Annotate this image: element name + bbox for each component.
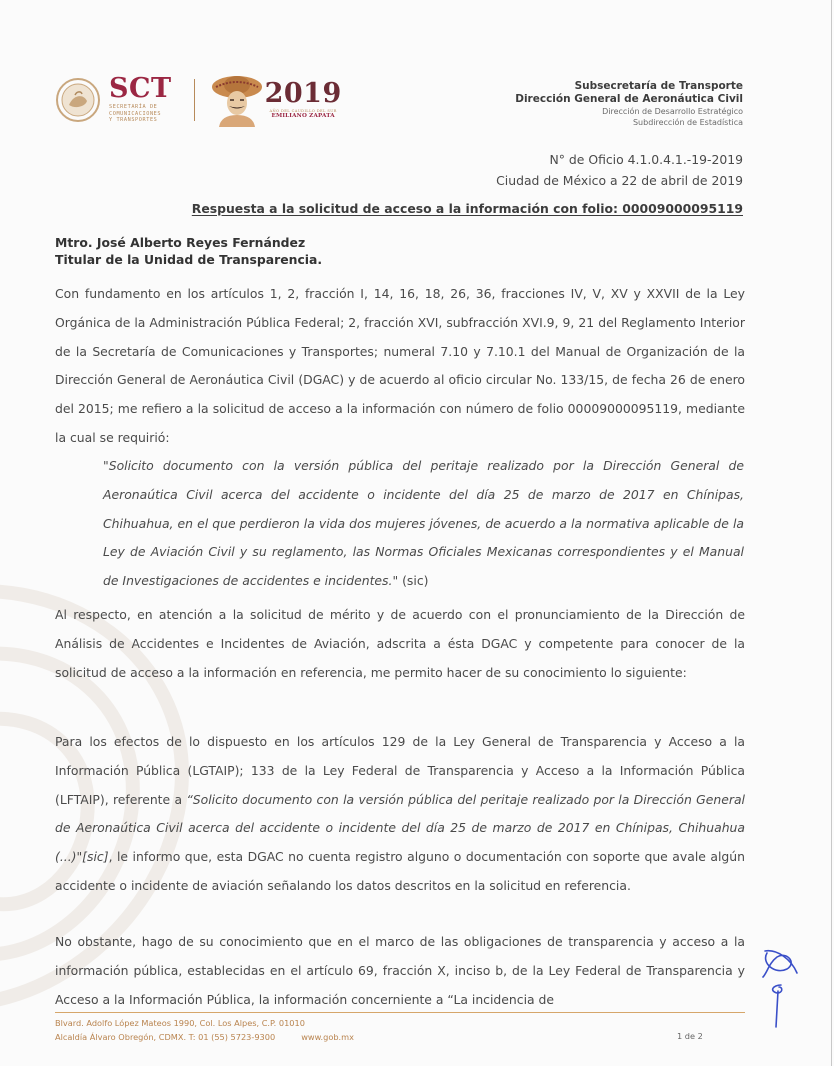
paragraph-legal-basis: Con fundamento en los artículos 1, 2, fracción I, 14, 16, 18, 26, 36, fracciones IV, V, XV y XXVII de la Ley Orgánica de la Administración Pública Federal; 2, fracción XVI, subfracción XVI.9, 9, 21 del Reglamento Interior de la Secretaría de Comunicaciones y Transportes; numeral 7.10 y 7.10.1 del Manual de Organización de la Dirección General de Aeronáutica Civil (DGAC) y de acuerdo al oficio circular No. 133/15, de fecha 26 de enero del 2015; me refiero a la solicitud de acceso a la información con número de folio 00009000095119, mediante la cual se requirió: bbox=[55, 286, 745, 445]
footer-website[interactable]: www.gob.mx bbox=[301, 1032, 354, 1042]
sct-logo-title: SCT bbox=[109, 73, 172, 105]
footer-divider bbox=[55, 1012, 745, 1013]
logo-divider bbox=[194, 79, 195, 121]
subdireccion: Subdirección de Estadística bbox=[632, 118, 743, 127]
subject-line: Respuesta a la solicitud de acceso a la información con folio: 00009000095119 bbox=[191, 201, 743, 216]
footer-address-line1: Blvard. Adolfo López Mateos 1990, Col. Los Alpes, C.P. 01010 bbox=[55, 1018, 305, 1028]
place-date: Ciudad de México a 22 de abril de 2019 bbox=[496, 173, 743, 188]
header-logos bbox=[55, 72, 342, 128]
paragraph-response-quote: “Solicito documento con la versión pública del peritaje realizado por la Dirección General de Aeronaútica Civil acerca del accidente o incidente del día 25 de marzo de 2017 en Chínipas, Chihuahua (...)"[sic] bbox=[55, 791, 745, 865]
footer-address bbox=[55, 1016, 354, 1044]
paragraph-transparency: No obstante, hago de su conocimiento que en el marco de las obligaciones de transparencia y acceso a la información pública, establecidas en el artículo 69, fracción X, inciso b, de la Ley Federal de Transparencia y Acceso a la Información Pública, la información concerniente a “La incidencia de bbox=[55, 934, 745, 1007]
footer-address-line2: Alcaldía Álvaro Obregón, CDMX. T: 01 (55) 5723-9300 bbox=[55, 1032, 276, 1042]
year-logo-title: 2019 bbox=[264, 78, 342, 109]
subsecretaria: Subsecretaría de Transporte bbox=[574, 80, 743, 92]
handwritten-initials-icon bbox=[757, 945, 807, 1030]
quoted-request bbox=[103, 452, 744, 596]
direccion-general: Dirección General de Aeronáutica Civil bbox=[515, 93, 743, 105]
paragraph-response-part1: Para los efectos de lo dispuesto en los artículos 129 de la Ley General de Transparencia y Acceso a la Información Pública (LGTAIP); 133 de la Ley Federal de Transparencia y Acceso a la Información Pública (LFTAIP), referente a bbox=[55, 734, 745, 807]
page-number: 1 de 2 bbox=[677, 1031, 703, 1041]
recipient-title: Titular de la Unidad de Transparencia. bbox=[55, 252, 323, 267]
direccion: Dirección de Desarrollo Estratégico bbox=[602, 107, 743, 116]
paragraph-response bbox=[55, 728, 745, 901]
year-logo-name: EMILIANO ZAPATA bbox=[271, 113, 335, 119]
recipient-name: Mtro. José Alberto Reyes Fernández bbox=[55, 235, 306, 250]
year-logo-subtitle: AÑO DEL CAUDILLO DEL SUR bbox=[269, 109, 337, 113]
header-department bbox=[515, 80, 743, 128]
recipient bbox=[55, 234, 322, 268]
mexico-coat-of-arms-icon bbox=[55, 77, 101, 123]
paragraph-response-part2: , le informo que, esta DGAC no cuenta registro alguno o documentación con soporte que avale algún accidente o incidente de aviación señalando los datos descritos en la solicitud en referencia. bbox=[55, 849, 745, 893]
quoted-request-sic: (sic) bbox=[398, 573, 429, 589]
paragraph-response-intro: Al respecto, en atención a la solicitud de mérito y de acuerdo con el pronunciamiento de la Dirección de Análisis de Accidentes e Incidentes de Aviación, adscrita a ésta DGAC y competente para conocer de la solicitud de acceso a la información en referencia, me permito hacer de su conocimiento lo siguiente: bbox=[55, 607, 745, 680]
quoted-request-text: "Solicito documento con la versión pública del peritaje realizado por la Dirección General de Aeronaútica Civil acerca del accidente o incidente del día 25 de marzo de 2017 en Chínipas, Chihuahua, en el que perdieron la vida dos mujeres jóvenes, de acuerdo a la normativa aplicable de la Ley de Aviación Civil y su reglamento, las Normas Oficiales Mexicanas correspondientes y el Manual de Investigaciones de accidentes e incidentes." bbox=[103, 458, 744, 589]
emiliano-zapata-portrait-icon bbox=[211, 73, 263, 127]
sct-logo-subtitle: SECRETARÍA DE COMUNICACIONES Y TRANSPORTES bbox=[109, 104, 162, 124]
oficio-number: N° de Oficio 4.1.0.4.1.-19-2019 bbox=[549, 152, 743, 167]
page-edge bbox=[831, 0, 832, 1066]
oficio-block bbox=[496, 149, 743, 191]
